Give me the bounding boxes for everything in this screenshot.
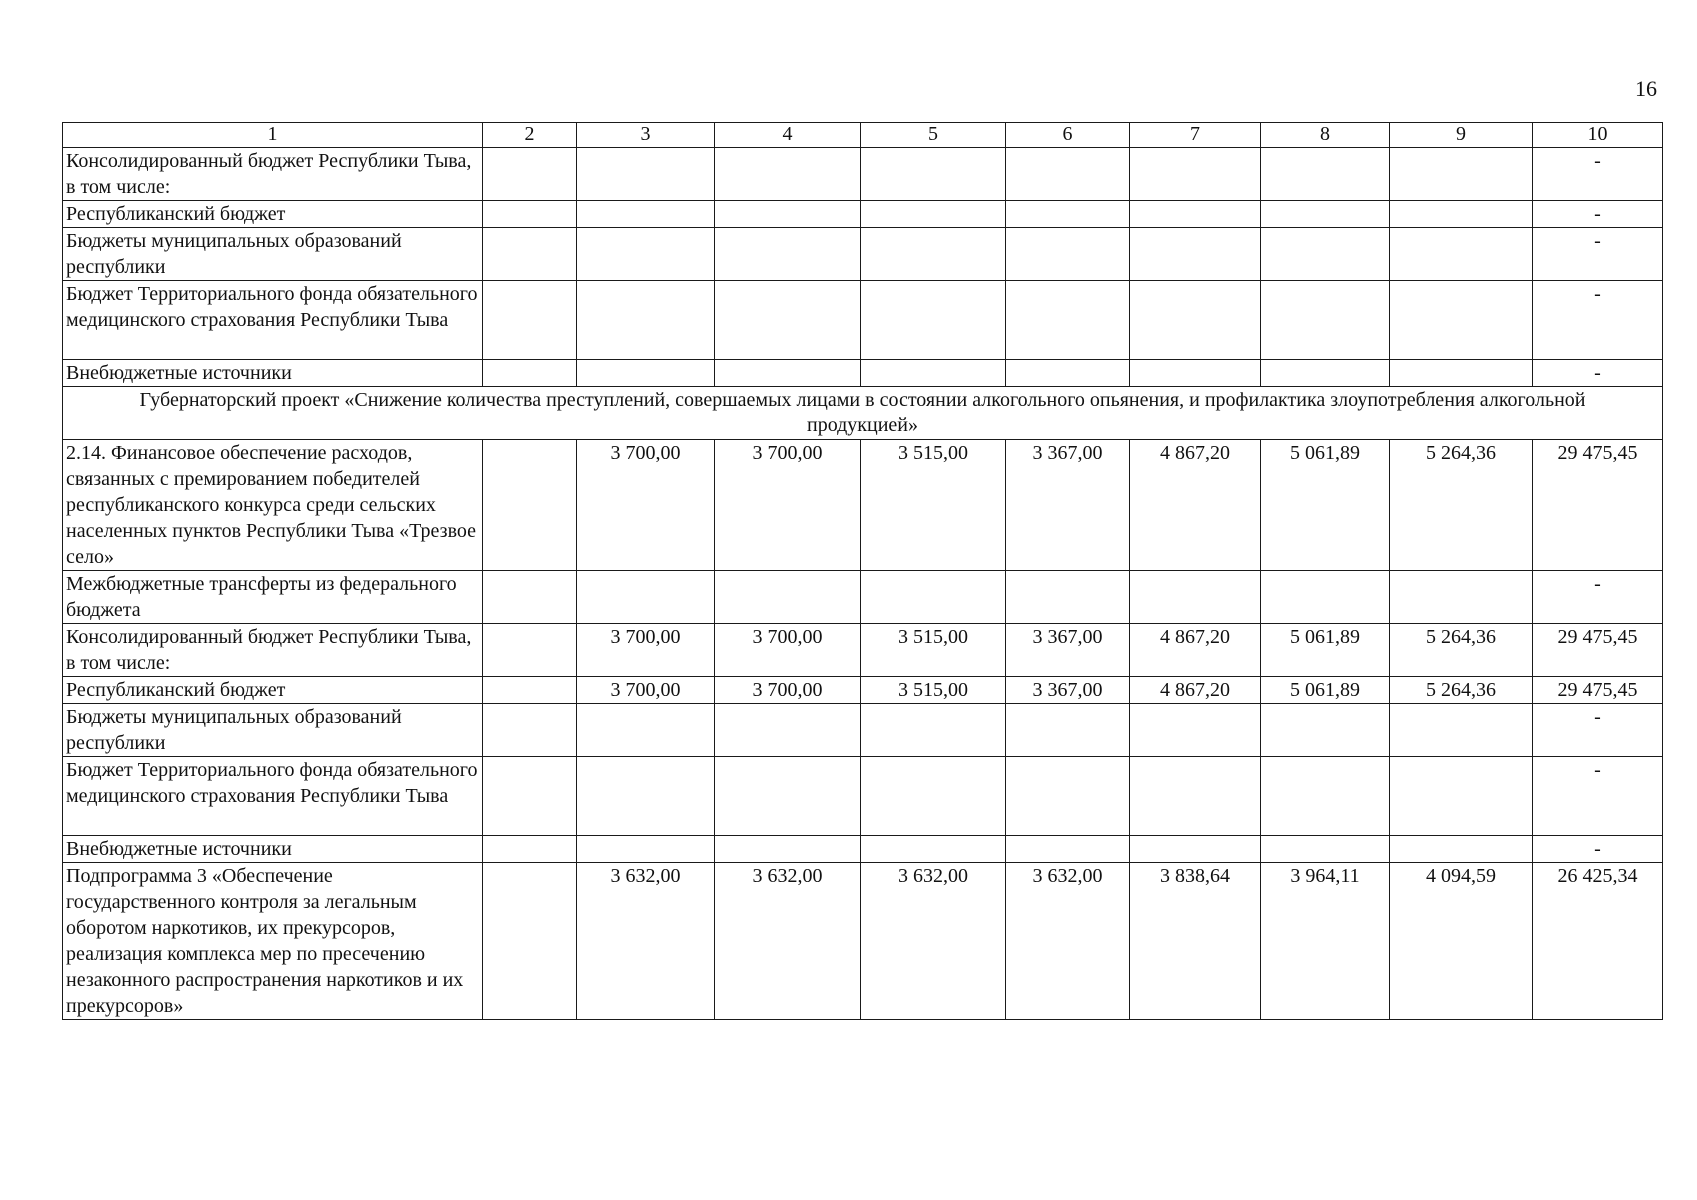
empty-cell	[861, 148, 1006, 201]
empty-cell	[1006, 281, 1130, 360]
value-cell: 3 515,00	[861, 624, 1006, 677]
empty-cell	[1130, 704, 1261, 757]
empty-cell	[483, 757, 577, 836]
value-cell: 3 632,00	[861, 863, 1006, 1020]
row-label: Консолидированный бюджет Республики Тыва, в том числе:	[63, 624, 483, 677]
empty-cell	[577, 281, 715, 360]
empty-cell	[483, 571, 577, 624]
empty-cell	[1130, 360, 1261, 387]
value-cell: 29 475,45	[1533, 440, 1663, 571]
empty-cell	[1390, 571, 1533, 624]
empty-cell	[861, 836, 1006, 863]
table-row	[63, 281, 1663, 360]
empty-cell	[1130, 571, 1261, 624]
empty-cell	[577, 757, 715, 836]
empty-cell	[1006, 757, 1130, 836]
empty-cell	[1006, 360, 1130, 387]
row-label: 2.14. Финансовое обеспечение расходов, связанных с премированием победителей республиканского конкурса среди сельских населенных пунктов Республики Тыва «Трезвое село»	[63, 440, 483, 571]
empty-cell	[1261, 228, 1390, 281]
column-header: 10	[1533, 123, 1663, 148]
empty-cell	[861, 360, 1006, 387]
empty-cell	[577, 571, 715, 624]
row-label: Межбюджетные трансферты из федерального бюджета	[63, 571, 483, 624]
empty-cell	[1261, 836, 1390, 863]
value-cell: 3 700,00	[715, 440, 861, 571]
value-cell: 3 632,00	[715, 863, 861, 1020]
value-cell: 3 700,00	[577, 677, 715, 704]
value-cell: 4 867,20	[1130, 440, 1261, 571]
empty-cell	[577, 201, 715, 228]
value-cell: -	[1533, 281, 1663, 360]
empty-cell	[1261, 281, 1390, 360]
empty-cell	[1261, 148, 1390, 201]
row-label: Бюджеты муниципальных образований республики	[63, 228, 483, 281]
empty-cell	[1390, 281, 1533, 360]
empty-cell	[483, 836, 577, 863]
empty-cell	[861, 704, 1006, 757]
empty-cell	[483, 624, 577, 677]
empty-cell	[483, 704, 577, 757]
empty-cell	[1006, 201, 1130, 228]
value-cell: 5 061,89	[1261, 440, 1390, 571]
table-row	[63, 148, 1663, 201]
value-cell: 4 867,20	[1130, 624, 1261, 677]
empty-cell	[715, 360, 861, 387]
empty-cell	[483, 440, 577, 571]
empty-cell	[1390, 148, 1533, 201]
empty-cell	[1390, 836, 1533, 863]
row-label: Внебюджетные источники	[63, 360, 483, 387]
table-body	[63, 123, 1663, 1020]
column-header: 2	[483, 123, 577, 148]
empty-cell	[861, 757, 1006, 836]
value-cell: 3 367,00	[1006, 624, 1130, 677]
page-number: 16	[1635, 76, 1657, 101]
empty-cell	[577, 836, 715, 863]
empty-cell	[1130, 148, 1261, 201]
empty-cell	[483, 228, 577, 281]
empty-cell	[1006, 148, 1130, 201]
empty-cell	[1261, 704, 1390, 757]
value-cell: -	[1533, 228, 1663, 281]
empty-cell	[1261, 571, 1390, 624]
empty-cell	[1130, 201, 1261, 228]
row-label: Внебюджетные источники	[63, 836, 483, 863]
value-cell: 3 838,64	[1130, 863, 1261, 1020]
value-cell: 3 700,00	[577, 440, 715, 571]
empty-cell	[577, 360, 715, 387]
value-cell: 5 061,89	[1261, 677, 1390, 704]
empty-cell	[715, 836, 861, 863]
value-cell: 4 867,20	[1130, 677, 1261, 704]
empty-cell	[715, 571, 861, 624]
row-label: Бюджет Территориального фонда обязательного медицинского страхования Республики Тыва	[63, 281, 483, 360]
value-cell: 5 264,36	[1390, 624, 1533, 677]
column-header: 7	[1130, 123, 1261, 148]
table-row	[63, 836, 1663, 863]
empty-cell	[1390, 757, 1533, 836]
table-row	[63, 624, 1663, 677]
table-row	[63, 440, 1663, 571]
table-row	[63, 704, 1663, 757]
value-cell: 29 475,45	[1533, 624, 1663, 677]
empty-cell	[1390, 704, 1533, 757]
empty-cell	[861, 281, 1006, 360]
empty-cell	[483, 201, 577, 228]
empty-cell	[861, 571, 1006, 624]
empty-cell	[715, 148, 861, 201]
value-cell: -	[1533, 360, 1663, 387]
empty-cell	[1261, 360, 1390, 387]
value-cell: 4 094,59	[1390, 863, 1533, 1020]
value-cell: -	[1533, 201, 1663, 228]
empty-cell	[1390, 201, 1533, 228]
empty-cell	[1006, 571, 1130, 624]
empty-cell	[1130, 281, 1261, 360]
column-number-row	[63, 123, 1663, 148]
table-row	[63, 863, 1663, 1020]
value-cell: -	[1533, 571, 1663, 624]
empty-cell	[577, 148, 715, 201]
empty-cell	[715, 704, 861, 757]
value-cell: 3 515,00	[861, 677, 1006, 704]
section-title: Губернаторский проект «Снижение количества преступлений, совершаемых лицами в состоянии алкогольного опьянения, и профилактика злоупотребления алкогольной продукцией»	[63, 387, 1663, 440]
value-cell: -	[1533, 148, 1663, 201]
empty-cell	[715, 228, 861, 281]
value-cell: 29 475,45	[1533, 677, 1663, 704]
table-row	[63, 201, 1663, 228]
empty-cell	[577, 704, 715, 757]
column-header: 8	[1261, 123, 1390, 148]
column-header: 6	[1006, 123, 1130, 148]
value-cell: 5 264,36	[1390, 677, 1533, 704]
value-cell: 3 632,00	[1006, 863, 1130, 1020]
budget-table	[62, 122, 1663, 1020]
value-cell: 5 264,36	[1390, 440, 1533, 571]
empty-cell	[483, 863, 577, 1020]
section-title-row	[63, 387, 1663, 440]
empty-cell	[483, 281, 577, 360]
empty-cell	[1006, 704, 1130, 757]
empty-cell	[577, 228, 715, 281]
value-cell: -	[1533, 704, 1663, 757]
table-row	[63, 757, 1663, 836]
row-label: Консолидированный бюджет Республики Тыва, в том числе:	[63, 148, 483, 201]
value-cell: 3 515,00	[861, 440, 1006, 571]
empty-cell	[1006, 836, 1130, 863]
column-header: 9	[1390, 123, 1533, 148]
empty-cell	[1130, 836, 1261, 863]
table-row	[63, 571, 1663, 624]
table-row	[63, 677, 1663, 704]
row-label: Республиканский бюджет	[63, 677, 483, 704]
empty-cell	[1261, 757, 1390, 836]
column-header: 1	[63, 123, 483, 148]
empty-cell	[715, 201, 861, 228]
empty-cell	[1130, 228, 1261, 281]
empty-cell	[1006, 228, 1130, 281]
empty-cell	[483, 360, 577, 387]
value-cell: -	[1533, 836, 1663, 863]
row-label: Республиканский бюджет	[63, 201, 483, 228]
empty-cell	[1261, 201, 1390, 228]
empty-cell	[1130, 757, 1261, 836]
row-label: Подпрограмма 3 «Обеспечение государственного контроля за легальным оборотом наркотиков, их прекурсоров, реализация комплекса мер по пресечению незаконного распространения наркотиков и их прекурсоров»	[63, 863, 483, 1020]
empty-cell	[1390, 360, 1533, 387]
empty-cell	[483, 677, 577, 704]
table-row	[63, 360, 1663, 387]
value-cell: 3 700,00	[715, 624, 861, 677]
empty-cell	[861, 201, 1006, 228]
empty-cell	[1390, 228, 1533, 281]
value-cell: 3 367,00	[1006, 440, 1130, 571]
value-cell: 3 700,00	[577, 624, 715, 677]
column-header: 5	[861, 123, 1006, 148]
value-cell: -	[1533, 757, 1663, 836]
column-header: 3	[577, 123, 715, 148]
empty-cell	[715, 757, 861, 836]
row-label: Бюджеты муниципальных образований республики	[63, 704, 483, 757]
value-cell: 5 061,89	[1261, 624, 1390, 677]
value-cell: 3 632,00	[577, 863, 715, 1020]
value-cell: 3 367,00	[1006, 677, 1130, 704]
empty-cell	[861, 228, 1006, 281]
empty-cell	[483, 148, 577, 201]
column-header: 4	[715, 123, 861, 148]
value-cell: 3 700,00	[715, 677, 861, 704]
empty-cell	[715, 281, 861, 360]
value-cell: 26 425,34	[1533, 863, 1663, 1020]
row-label: Бюджет Территориального фонда обязательного медицинского страхования Республики Тыва	[63, 757, 483, 836]
table-row	[63, 228, 1663, 281]
value-cell: 3 964,11	[1261, 863, 1390, 1020]
